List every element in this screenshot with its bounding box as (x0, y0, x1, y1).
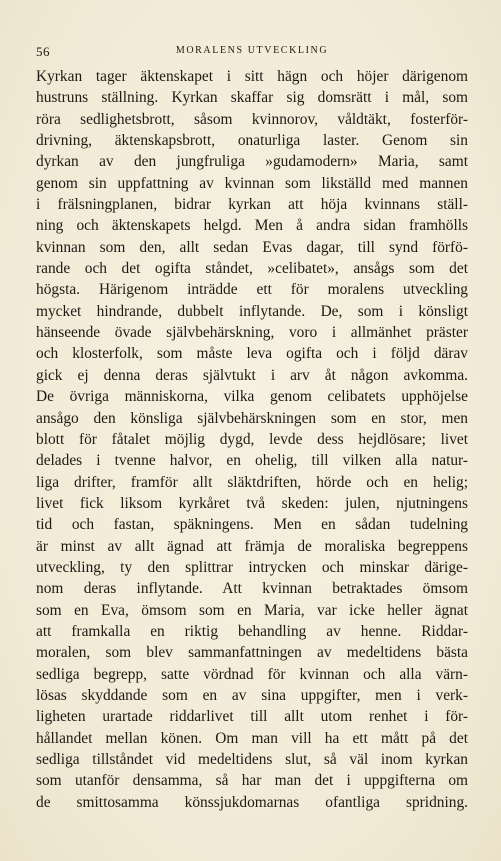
text-line: dyrkan av den jungfruliga »gudamodern» Maria, samt (36, 153, 468, 171)
text-line: mycket hindrande, dubbelt inflytande. De, som i könsligt (36, 302, 468, 320)
text-line: högsta. Härigenom inträdde ett för moralens utveckling (36, 281, 468, 299)
text-line: lösas skyddande som en av sina uppgifter, men i verk- (36, 686, 468, 704)
text-line: liga drifter, framför allt släktdriften, hörde och en helig; (36, 473, 468, 491)
text-line: hänseende övade självbehärskning, voro i allmänhet präster (36, 324, 468, 342)
text-line: hållandet mellan könen. Om man vill ha ett mått på det (36, 729, 468, 747)
text-line: sedliga begrepp, satte vördnad för kvinnan och alla värn- (36, 665, 468, 683)
text-line: att framkalla en riktig behandling av henne. Riddar- (36, 622, 468, 640)
text-line: sedliga tillståndet vid medeltidens slut, så väl inom kyrkan (36, 751, 468, 768)
page-header (36, 44, 468, 60)
running-head: MORALENS UTVECKLING (175, 45, 329, 56)
text-line: drivning, äktenskapsbrott, onaturliga laster. Genom sin (36, 132, 468, 150)
text-line: moralen, som blev sammanfattningen av medeltidens bästa (36, 644, 468, 662)
text-line: blott för fåtalet möjlig dygd, levde dess hejdlösare; livet (36, 430, 468, 448)
text-line: rande och det ogifta ståndet, »celibatet», ansågs som det (36, 260, 468, 278)
page-number: 56 (36, 44, 50, 59)
text-line: utveckling, ty den splittrar intrycken och minskar därige- (36, 558, 468, 576)
text-line: är minst av allt ägnad att främja de moraliska begreppens (36, 537, 468, 555)
text-line: de smittosamma könssjukdomarnas ofantliga spridning. (36, 793, 468, 811)
text-line: och klosterfolk, som måste leva ogifta och i följd därav (36, 345, 468, 363)
text-line: genom sin uppfattning av kvinnan som likställd med mannen (36, 174, 468, 192)
text-line: som en Eva, ömsom som en Maria, var icke heller ägnat (36, 601, 468, 619)
text-line: De övriga människorna, vilka genom celibatets upphöjelse (36, 388, 468, 406)
text-line: hustruns ställning. Kyrkan skaffar sig domsrätt i mål, som (36, 89, 468, 107)
text-line: tid och fastan, späkningens. Men en sådan tudelning (36, 516, 468, 534)
text-line: röra sedlighetsbrott, såsom kvinnorov, våldtäkt, fosterför- (36, 110, 468, 128)
text-line: ansågo den könsliga självbehärskningen som en stor, men (36, 409, 468, 427)
text-line: nom deras inflytande. Att kvinnan betraktades ömsom (36, 580, 468, 598)
text-line: Kyrkan tager äktenskapet i sitt hägn och höjer därigenom (36, 68, 468, 85)
text-line: livet fick liksom kyrkåret två skeden: julen, njutningens (36, 494, 468, 512)
text-line: som utanför densamma, så har man det i uppgifterna om (36, 772, 468, 790)
text-line: delades i tvenne halvor, en ohelig, till vilken alla natur- (36, 452, 468, 470)
body-paragraph (36, 66, 468, 813)
text-line: gick ej denna deras självtukt i arv åt någon avkomma. (36, 366, 468, 384)
text-line: i frälsningplanen, bidrar kyrkan att höja kvinnans ställ- (36, 196, 468, 214)
text-line: ning och äktenskapets helgd. Men å andra sidan framhölls (36, 217, 468, 235)
text-line: ligheten urartade riddarlivet till allt utom renhet i för- (36, 708, 468, 726)
text-line: kvinnan som den, allt sedan Evas dagar, till synd förfö- (36, 238, 468, 256)
